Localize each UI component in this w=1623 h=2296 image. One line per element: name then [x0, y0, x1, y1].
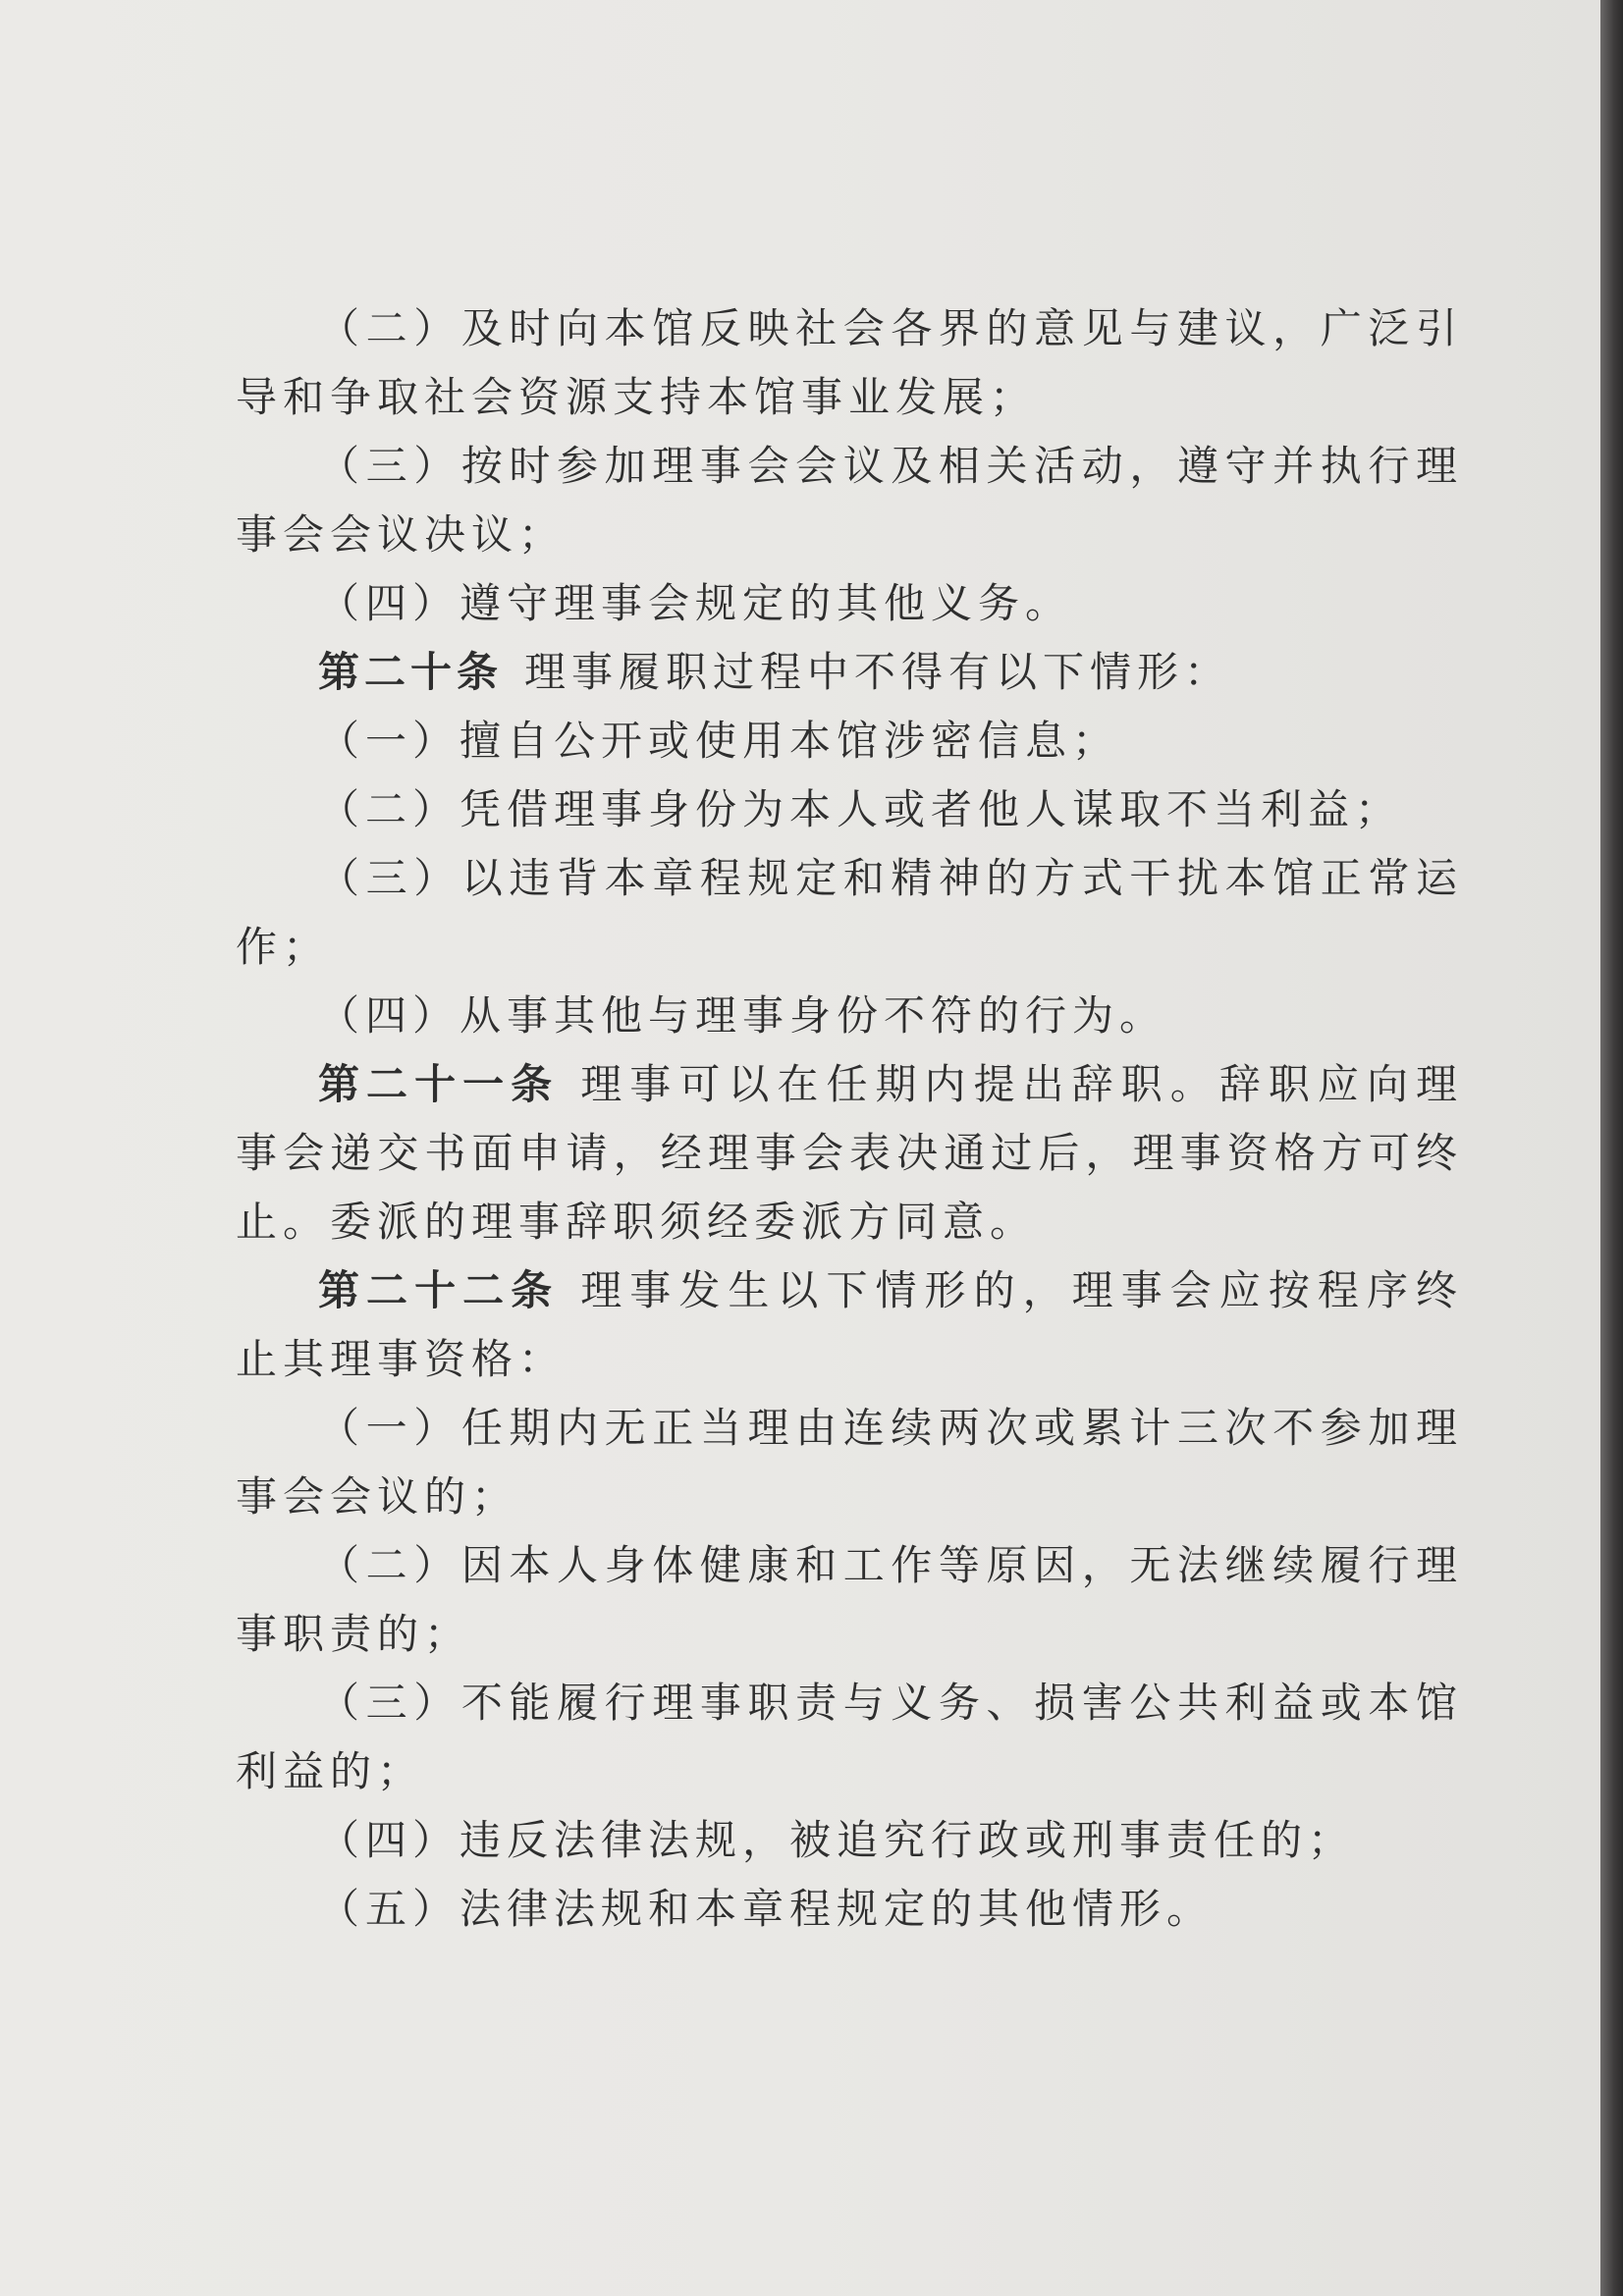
paragraph: （四）遵守理事会规定的其他义务。 [318, 579, 1073, 627]
paragraph: （二）及时向本馆反映社会各界的意见与建议，广泛引导和争取社会资源支持本馆事业发展； [236, 304, 1463, 421]
paragraph: （二）凭借理事身份为本人或者他人谋取不当利益； [318, 785, 1403, 833]
document-body [236, 294, 1463, 1944]
article-heading: 第二十二条 [318, 1266, 560, 1314]
article-paragraph: 第二十一条 理事可以在任期内提出辞职。辞职应向理事会递交书面申请，经理事会表决通过后，理事资格方可终止。委派的理事辞职须经委派方同意。 [236, 1060, 1463, 1246]
article-paragraph: 第二十条 理事履职过程中不得有以下情形： [318, 648, 1232, 696]
article-heading: 第二十一条 [318, 1060, 560, 1108]
paragraph: （一）任期内无正当理由连续两次或累计三次不参加理事会会议的； [236, 1404, 1463, 1521]
paragraph: （二）因本人身体健康和工作等原因，无法继续履行理事职责的； [236, 1541, 1463, 1658]
paragraph: （三）按时参加理事会会议及相关活动，遵守并执行理事会会议决议； [236, 442, 1463, 559]
paragraph: （三）以违背本章程规定和精神的方式干扰本馆正常运作； [236, 854, 1463, 971]
paragraph: （一）擅自公开或使用本馆涉密信息； [318, 717, 1120, 765]
article-paragraph: 第二十二条 理事发生以下情形的，理事会应按程序终止其理事资格： [236, 1266, 1463, 1383]
paragraph: （三）不能履行理事职责与义务、损害公共利益或本馆利益的； [236, 1679, 1463, 1795]
paragraph: （四）从事其他与理事身份不符的行为。 [318, 991, 1167, 1040]
page-edge-shadow [1600, 0, 1623, 2296]
paragraph: （四）违反法律法规，被追究行政或刑事责任的； [318, 1816, 1356, 1864]
paragraph: （五）法律法规和本章程规定的其他情形。 [318, 1885, 1215, 1933]
article-heading: 第二十条 [318, 648, 504, 696]
